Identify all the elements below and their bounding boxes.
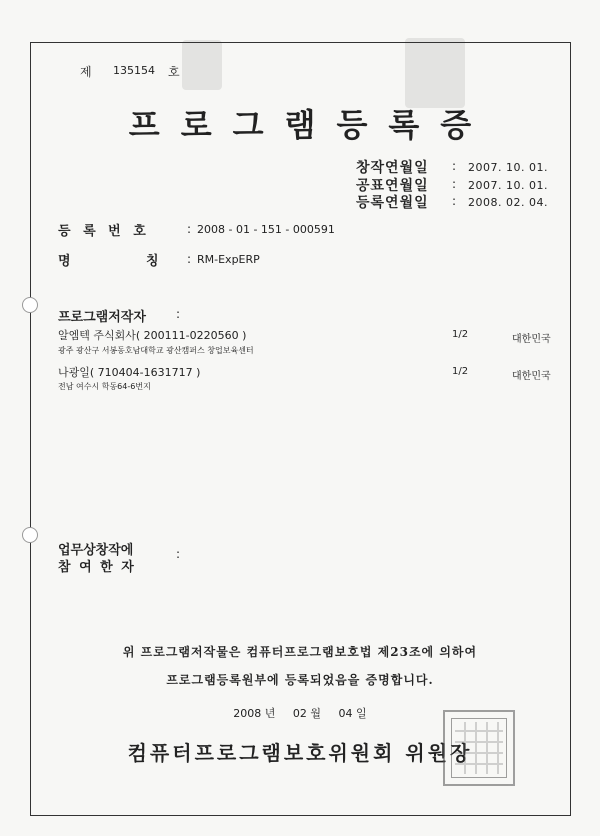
- certification-statement-line-1: 위 프로그램저작물은 컴퓨터프로그램보호법 제23조에 의하여: [122, 645, 478, 659]
- certificate-border: [30, 42, 571, 816]
- program-name-label: 명: [58, 254, 71, 269]
- certification-statement-line-2: 프로그램등록원부에 등록되었음을 증명합니다.: [166, 673, 434, 687]
- issue-day: 04: [338, 707, 353, 720]
- author-name: 알엠텍 주식회사( 200111-0220560 ): [58, 329, 247, 342]
- creation-date-colon: :: [452, 159, 457, 173]
- issue-month: 02: [292, 707, 307, 720]
- registration-date-colon: :: [452, 194, 457, 208]
- author-address: 전남 여수시 학동64-6번지: [58, 382, 151, 391]
- punch-hole: [22, 527, 38, 543]
- registration-date-value: 2008. 02. 04.: [468, 196, 548, 209]
- issue-year: 2008: [233, 707, 262, 720]
- author-share: 1/2: [452, 366, 469, 377]
- registration-number-label: 등 록 번 호: [58, 224, 150, 239]
- creation-date-value: 2007. 10. 01.: [468, 161, 548, 174]
- certificate-title: 프로그램등록증: [128, 106, 493, 144]
- serial-label: 제: [80, 65, 92, 79]
- program-name-colon: :: [187, 252, 192, 266]
- author-name: 나광일( 710404-1631717 ): [58, 366, 201, 379]
- creation-date-label: 창작연월일: [356, 160, 429, 176]
- author-country: 대한민국: [512, 334, 551, 345]
- publication-date-colon: :: [452, 177, 457, 191]
- issue-year-unit: 년: [264, 707, 276, 720]
- authors-label: 프로그램저작자: [58, 310, 146, 325]
- issuer-title: 컴퓨터프로그램보호위원회 위원장: [127, 741, 473, 765]
- registration-number-colon: :: [187, 222, 192, 236]
- publication-date-label: 공표연월일: [356, 178, 429, 194]
- author-country: 대한민국: [512, 371, 551, 382]
- issue-day-unit: 일: [356, 707, 367, 720]
- punch-hole: [22, 297, 38, 313]
- work-for-hire-colon: :: [176, 547, 181, 561]
- seal-pattern: [455, 722, 503, 774]
- official-seal: [443, 710, 515, 786]
- serial-number: 135154: [113, 64, 155, 77]
- work-for-hire-label: 업무상창작에: [58, 543, 134, 558]
- issue-month-unit: 월: [310, 707, 322, 720]
- registration-date-label: 등록연월일: [356, 195, 429, 211]
- registration-number-value: 2008 - 01 - 151 - 000591: [197, 223, 335, 236]
- publication-date-value: 2007. 10. 01.: [468, 179, 548, 192]
- program-name-value: RM-ExpERP: [197, 253, 260, 266]
- authors-colon: :: [176, 307, 181, 321]
- work-for-hire-label-2: 참 여 한 자: [58, 560, 136, 575]
- author-address: 광주 광산구 서봉동호남대학교 광산캠퍼스 창업보육센터: [58, 346, 254, 355]
- program-name-label-2: 칭: [146, 254, 159, 269]
- serial-suffix: 호: [168, 65, 180, 79]
- author-share: 1/2: [452, 329, 469, 340]
